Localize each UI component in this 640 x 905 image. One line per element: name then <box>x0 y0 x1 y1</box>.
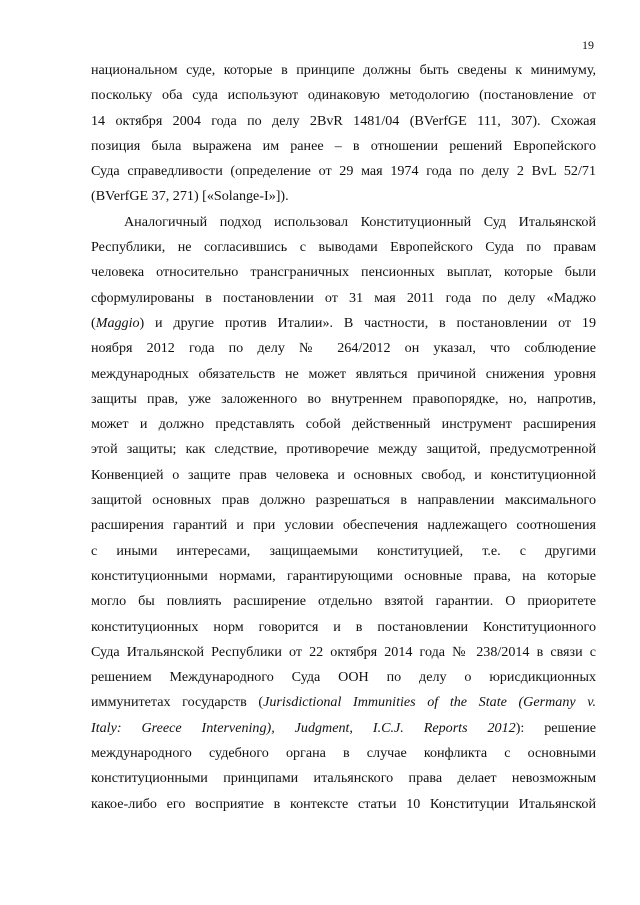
text-segment: позиция была выражена им ранее – в отношении решений Европейского <box>91 137 596 154</box>
text-segment: может и должно представлять собой действенный инструмент расширения <box>91 416 596 433</box>
text-segment: национальном суде, которые в принципе должны быть сведены к минимуму, <box>91 62 596 78</box>
text-segment: ): решение <box>515 719 596 736</box>
text-segment: расширения гарантий и при условии обеспечения надлежащего соотношения <box>91 517 596 534</box>
text-segment: Суда справедливости (определение от 29 мая 1974 года по делу 2 BvL 52/71 <box>91 163 596 180</box>
body-text <box>91 58 596 817</box>
text-segment: ( <box>91 314 96 331</box>
text-segment: человека относительно трансграничных пенсионных выплат, которые были <box>91 264 596 281</box>
text-line <box>91 83 596 108</box>
text-segment: сформулированы в постановлении от 31 мая 2011 года по делу «Маджо <box>91 289 596 306</box>
text-line <box>91 513 596 538</box>
text-line <box>91 159 596 184</box>
text-segment: конституционными нормами, гарантирующими основные права, на которые <box>91 567 596 584</box>
text-line <box>91 336 596 361</box>
text-segment: Аналогичный подход использовал Конституционный Суд Итальянской <box>124 213 596 230</box>
text-segment: Суда Итальянской Республики от 22 октября 2014 года № 238/2014 в связи с <box>91 643 596 660</box>
text-line <box>91 311 596 336</box>
text-line <box>91 488 596 513</box>
text-line <box>91 665 596 690</box>
text-segment: могло бы повлиять расширение отдельно взятой гарантии. О приоритете <box>91 593 596 610</box>
text-segment: Конвенцией о защите прав человека и основных свобод, и конституционной <box>91 466 596 483</box>
text-line <box>91 766 596 791</box>
text-segment: Республики, не согласившись с выводами Европейского Суда по правам <box>91 239 596 256</box>
text-line <box>91 134 596 159</box>
text-segment: поскольку оба суда используют одинаковую методологию (постановление от <box>91 87 596 104</box>
text-line <box>91 109 596 134</box>
text-line <box>91 716 596 741</box>
text-segment: конституционными принципами итальянского права делает невозможным <box>91 770 596 787</box>
text-line <box>91 589 596 614</box>
text-line <box>91 690 596 715</box>
text-segment: 14 октября 2004 года по делу 2BvR 1481/04 (BVerfGE 111, 307). Схожая <box>91 112 596 129</box>
text-line <box>91 412 596 437</box>
text-segment: ) и другие против Италии». В частности, в постановлении от 19 <box>139 314 596 331</box>
italic-text-segment: Maggio <box>95 314 140 331</box>
italic-text-segment: Jurisdictional Immunities of the State (Germany v. <box>263 694 596 711</box>
text-line <box>91 615 596 640</box>
text-line <box>91 235 596 260</box>
text-segment: решением Международного Суда ООН по делу о юрисдикционных <box>91 669 596 686</box>
text-segment: (BVerfGE 37, 271) [«Solange-I»]). <box>91 188 289 205</box>
text-line <box>91 741 596 766</box>
text-line <box>91 362 596 387</box>
italic-text-segment: Italy: Greece Intervening), Judgment, I.C.J. Reports 2012 <box>91 719 516 736</box>
text-segment: этой защиты; как следствие, противоречие между защитой, предусмотренной <box>91 441 596 458</box>
text-line <box>91 640 596 665</box>
text-line <box>91 210 596 235</box>
text-line <box>91 792 596 817</box>
text-segment: международных обязательств не может являться причиной снижения уровня <box>91 365 596 382</box>
text-segment: защитой основных прав должно разрешаться в направлении максимального <box>91 492 596 509</box>
page-number: 19 <box>582 38 594 52</box>
text-line <box>91 564 596 589</box>
text-line <box>91 437 596 462</box>
text-line <box>91 387 596 412</box>
text-segment: ноября 2012 года по делу № 264/2012 он указал, что соблюдение <box>91 340 596 357</box>
text-segment: защиты прав, уже заложенного во внутреннем правопорядке, но, напротив, <box>91 390 596 407</box>
text-line <box>91 260 596 285</box>
text-segment: с иными интересами, защищаемыми конституцией, т.е. с другими <box>91 542 596 559</box>
text-segment: какое-либо его восприятие в контексте статьи 10 Конституции Итальянской <box>91 795 596 812</box>
text-segment: конституционных норм говорится и в постановлении Конституционного <box>91 618 596 635</box>
text-line <box>91 463 596 488</box>
text-line <box>91 184 596 209</box>
text-segment: международного судебного органа в случае конфликта с основными <box>91 745 596 762</box>
text-line <box>91 286 596 311</box>
text-line <box>91 58 596 83</box>
text-segment: иммунитетах государств ( <box>91 694 264 711</box>
text-line <box>91 539 596 564</box>
